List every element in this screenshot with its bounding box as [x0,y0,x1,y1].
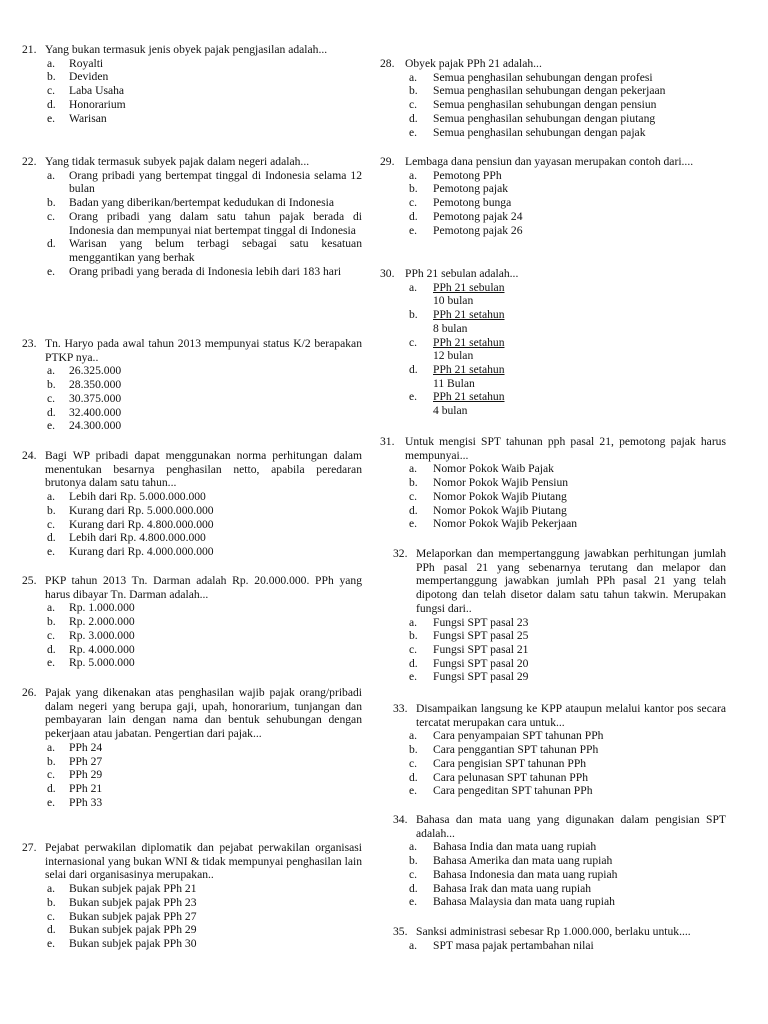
option-letter: a. [47,740,56,754]
option-letter: a. [409,462,418,476]
option-text: Cara pelunasan SPT tahunan PPh [433,770,588,784]
option-letter: e. [409,390,418,404]
option-text: PPh 24 [69,740,103,754]
option-d [0,406,362,420]
question-stem [0,841,362,882]
option-letter: b. [47,70,56,84]
option-d [380,112,726,126]
option-b [380,854,726,868]
option-letter: e. [409,125,418,139]
option-text: Cara penyampaian SPT tahunan PPh [433,729,604,743]
option-d [380,882,726,896]
option-letter: d. [409,362,418,376]
option-letter: e. [47,264,56,278]
option-letter: c. [409,756,418,770]
option-e [0,937,362,951]
option-letter: c. [47,209,56,223]
option-text: Rp. 3.000.000 [69,628,135,642]
option-text: PPh 27 [69,754,103,768]
option-letter: a. [409,938,418,952]
option-c [380,757,726,771]
option-text: Bukan subjek pajak PPh 23 [69,895,197,909]
option-e [380,895,726,909]
option-text: PPh 21 [69,781,103,795]
option-text: Royalti [69,56,104,70]
option-letter: c. [47,517,56,531]
question-stem [380,435,726,462]
question-text: Disampaikan langsung ke KPP ataupun melalui kantor pos secara tercatat merupakan cara untuk... [416,702,726,729]
option-b [0,504,362,518]
option-b [380,308,726,335]
question-text: Yang bukan termasuk jenis obyek pajak pengjasilan adalah... [45,43,328,56]
option-d [380,657,726,671]
option-b [380,182,726,196]
option-letter: e. [409,784,418,798]
question-stem [0,686,362,741]
question-26 [0,686,362,809]
option-letter: e. [409,517,418,531]
option-letter: b. [47,196,56,210]
question-stem [380,547,726,616]
option-letter: c. [409,489,418,503]
option-e [380,126,726,140]
option-a [380,840,726,854]
question-number: 28. [380,57,395,70]
question-number: 25. [22,574,37,587]
option-text: Rp. 5.000.000 [69,656,135,670]
question-stem [380,57,726,71]
option-letter: a. [409,168,418,182]
option-text: Bahasa Indonesia dan mata uang rupiah [433,867,618,881]
option-text: Nomor Pokok Wajib Piutang [433,503,567,517]
option-letter: d. [409,503,418,517]
option-text: Kurang dari Rp. 4.000.000.000 [69,544,214,558]
question-text: Untuk mengisi SPT tahunan pph pasal 21, pemotong pajak harus mempunyai... [405,435,726,462]
question-number: 35. [393,925,408,938]
question-text: Tn. Haryo pada awal tahun 2013 mempunyai status K/2 berapakan PTKP nya.. [45,337,362,364]
question-35 [380,925,726,952]
option-text: Semua penghasilan sehubungan dengan pajak [433,125,646,139]
question-28 [380,57,726,139]
option-text: Deviden [69,70,109,84]
option-text: Warisan [69,111,107,125]
option-text: 26.325.000 [69,364,122,378]
option-letter: e. [409,223,418,237]
option-text: Warisan yang belum terbagi sebagai satu kesatuan menggantikan yang berhak [69,237,362,264]
option-text: Rp. 4.000.000 [69,642,135,656]
option-e [0,112,362,126]
option-text: Lebih dari Rp. 4.800.000.000 [69,531,206,545]
option-text: Bukan subjek pajak PPh 27 [69,909,197,923]
option-text: Pemotong pajak [433,182,509,196]
option-letter: c. [409,867,418,881]
option-c [0,210,362,237]
question-text: Pajak yang dikenakan atas penghasilan wajib pajak orang/pribadi dalam negeri yang berupa gaji, upah, honorarium, tunjangan dan pembayaran lain dengan nama dan bentuk sehubungan dengan pekerjaan atau jabatan. Pengertian dari pajak... [45,686,362,741]
option-text: Bukan subjek pajak PPh 30 [69,936,197,950]
option-d [0,237,362,264]
option-letter: b. [47,895,56,909]
question-stem [380,702,726,729]
option-letter: c. [409,335,418,349]
option-text: Pemotong pajak 26 [433,223,523,237]
question-33 [380,702,726,798]
option-text: Cara penggantian SPT tahunan PPh [433,743,599,757]
option-text: Honorarium [69,97,126,111]
option-letter: a. [409,840,418,854]
option-b [0,378,362,392]
option-letter: c. [47,84,56,98]
question-22 [0,155,362,278]
option-letter: c. [47,768,56,782]
question-number: 30. [380,267,395,280]
question-24 [0,449,362,559]
question-number: 26. [22,686,37,699]
option-text: Kurang dari Rp. 5.000.000.000 [69,503,214,517]
option-text: 30.375.000 [69,391,122,405]
option-text: Laba Usaha [69,84,125,98]
option-text: Bahasa India dan mata uang rupiah [433,840,597,854]
option-letter: e. [47,111,56,125]
question-number: 34. [393,813,408,826]
question-stem [380,813,726,840]
question-23 [0,337,362,433]
option-c [0,768,362,782]
question-text: Bahasa dan mata uang yang digunakan dalam pengisian SPT adalah... [416,813,726,840]
option-b [0,896,362,910]
option-letter: b. [47,615,56,629]
question-21 [0,43,362,125]
question-30 [380,267,726,418]
question-32 [380,547,726,684]
option-a [0,882,362,896]
option-letter: d. [47,642,56,656]
option-text: Rp. 2.000.000 [69,615,135,629]
question-number: 33. [393,702,408,715]
option-letter: a. [47,490,56,504]
option-letter: b. [409,476,418,490]
option-letter: c. [47,909,56,923]
option-letter: c. [409,98,418,112]
option-b [380,743,726,757]
question-stem [380,925,726,939]
question-text: Sanksi administrasi sebesar Rp 1.000.000, berlaku untuk.... [416,925,691,938]
option-text: Rp. 1.000.000 [69,601,135,615]
option-text: Bahasa Irak dan mata uang rupiah [433,881,592,895]
option-letter: c. [47,391,56,405]
question-stem [0,43,362,57]
option-text: Nomor Pokok Wajib Pekerjaan [433,517,578,531]
option-text: Pemotong pajak 24 [433,209,523,223]
option-text: Cara pengeditan SPT tahunan PPh [433,784,593,798]
option-letter: e. [47,795,56,809]
option-text: Bahasa Malaysia dan mata uang rupiah [433,895,615,909]
option-text: Badan yang diberikan/bertempat kedudukan di Indonesia [69,196,334,210]
option-c [380,196,726,210]
question-29 [380,155,726,237]
option-text: Semua penghasilan sehubungan dengan pekerjaan [433,84,666,98]
option-letter: e. [47,419,56,433]
question-text: Yang tidak termasuk subyek pajak dalam negeri adalah... [45,155,310,168]
option-letter: b. [409,743,418,757]
option-d [0,98,362,112]
option-text: Orang pribadi yang bertempat tinggal di Indonesia selama 12 bulan [69,168,362,196]
fraction-numerator: PPh 21 sebulan [433,280,505,294]
fraction-numerator: PPh 21 setahun [433,335,505,349]
option-d [0,531,362,545]
option-a [0,490,362,504]
option-letter: c. [409,642,418,656]
fraction-numerator: PPh 21 setahun [433,308,505,322]
option-letter: d. [409,881,418,895]
option-a [380,169,726,183]
option-a [380,462,726,476]
option-letter: b. [409,182,418,196]
option-c [380,336,726,363]
option-text: Semua penghasilan sehubungan dengan pensiun [433,98,657,112]
question-25 [0,574,362,670]
option-letter: d. [47,97,56,111]
option-letter: d. [47,923,56,937]
question-text: PPh 21 sebulan adalah... [405,267,519,280]
option-letter: a. [409,70,418,84]
option-letter: a. [47,56,56,70]
question-stem [380,155,726,169]
option-e [380,517,726,531]
option-text: PPh 29 [69,768,103,782]
option-letter: d. [409,209,418,223]
question-31 [380,435,726,531]
option-text: Orang pribadi yang dalam satu tahun pajak berada di Indonesia dan mempunyai niat bertempat tinggal di Indonesia [69,209,362,237]
option-c [380,98,726,112]
option-a [380,939,726,953]
option-text: 24.300.000 [69,419,122,433]
option-c [0,392,362,406]
option-letter: e. [409,895,418,909]
option-text: Bahasa Amerika dan mata uang rupiah [433,854,613,868]
option-letter: c. [47,628,56,642]
option-text: Pemotong PPh [433,168,502,182]
option-text: Nomor Pokok Wajib Piutang [433,489,567,503]
question-text: Bagi WP pribadi dapat menggunakan norma perhitungan dalam menentukan besarnya penghasilan netto, apabila peredaran brutonya dalam satu tahun... [45,449,362,490]
option-d [380,504,726,518]
option-b [380,629,726,643]
option-letter: d. [47,781,56,795]
option-b [0,196,362,210]
option-text: SPT masa pajak pertambahan nilai [433,938,594,952]
option-d [0,923,362,937]
option-e [0,796,362,810]
option-letter: d. [409,656,418,670]
option-d [380,771,726,785]
option-letter: c. [409,196,418,210]
option-text: Semua penghasilan sehubungan dengan piutang [433,111,656,125]
question-number: 22. [22,155,37,168]
option-c [0,629,362,643]
option-a [0,601,362,615]
option-c [0,518,362,532]
question-stem [380,267,726,281]
option-a [380,616,726,630]
question-text: Melaporkan dan mempertanggung jawabkan perhitungan jumlah PPh pasal 21 yang sebenarnya terutang dan melapor dan mempertanggung jawabkan jumlah PPh pasal 21 yang telah dipotong dan telah disetor dalam satu tahun takwin. Merupakan fungsi dari.. [416,547,726,615]
option-e [0,419,362,433]
question-number: 23. [22,337,37,350]
question-text: Pejabat perwakilan diplomatik dan pejabat perwakilan organisasi internasional yang bukan WNI & tidak mempunyai penghasilan lain selai dari organisasinya merupakan.. [45,841,362,882]
option-e [0,656,362,670]
option-c [380,868,726,882]
question-stem [0,155,362,169]
option-letter: d. [409,111,418,125]
option-text: Fungsi SPT pasal 21 [433,642,529,656]
option-c [380,643,726,657]
question-stem [0,337,362,364]
question-number: 31. [380,435,395,448]
option-b [0,615,362,629]
option-letter: b. [409,854,418,868]
question-number: 27. [22,841,37,854]
option-letter: d. [47,405,56,419]
option-text: 28.350.000 [69,378,122,392]
option-letter: d. [47,531,56,545]
option-letter: e. [47,656,56,670]
question-number: 32. [393,547,408,560]
option-d [0,643,362,657]
option-a [0,741,362,755]
option-letter: a. [409,280,418,294]
option-text: Orang pribadi yang berada di Indonesia lebih dari 183 hari [69,264,342,278]
question-34 [380,813,726,909]
option-letter: e. [47,936,56,950]
option-letter: b. [409,84,418,98]
option-d [380,363,726,390]
option-text: Bukan subjek pajak PPh 29 [69,923,197,937]
option-letter: b. [47,503,56,517]
option-b [0,755,362,769]
option-e [380,390,726,417]
option-text: Nomor Pokok Wajib Pensiun [433,476,569,490]
option-letter: a. [409,615,418,629]
option-letter: b. [47,754,56,768]
option-text: Nomor Pokok Waib Pajak [433,462,554,476]
option-a [0,57,362,71]
option-a [0,364,362,378]
fraction-denominator: 11 Bulan [433,376,475,390]
option-text: Pemotong bunga [433,196,512,210]
option-text: Bukan subjek pajak PPh 21 [69,882,197,896]
option-c [0,910,362,924]
question-number: 24. [22,449,37,462]
option-e [0,545,362,559]
option-b [0,70,362,84]
question-number: 21. [22,43,37,56]
option-letter: d. [47,237,56,251]
option-letter: b. [409,308,418,322]
option-c [380,490,726,504]
option-d [380,210,726,224]
option-d [0,782,362,796]
option-letter: a. [47,882,56,896]
question-text: Lembaga dana pensiun dan yayasan merupakan contoh dari.... [405,155,694,168]
option-a [380,281,726,308]
option-text: Semua penghasilan sehubungan dengan profesi [433,70,653,84]
option-text: 32.400.000 [69,405,122,419]
option-text: PPh 33 [69,795,103,809]
fraction-numerator: PPh 21 setahun [433,362,505,376]
fraction-denominator: 10 bulan [433,294,474,308]
option-text: Fungsi SPT pasal 23 [433,615,529,629]
option-letter: e. [47,544,56,558]
question-number: 29. [380,155,395,168]
option-text: Fungsi SPT pasal 25 [433,629,529,643]
option-a [380,729,726,743]
fraction-denominator: 4 bulan [433,404,468,418]
option-letter: a. [47,601,56,615]
fraction-numerator: PPh 21 setahun [433,390,505,404]
option-letter: d. [409,770,418,784]
option-text: Lebih dari Rp. 5.000.000.000 [69,490,206,504]
question-stem [0,449,362,490]
option-e [380,670,726,684]
option-text: Fungsi SPT pasal 29 [433,670,529,684]
question-27 [0,841,362,951]
option-letter: a. [47,168,56,182]
fraction-denominator: 8 bulan [433,321,468,335]
fraction-denominator: 12 bulan [433,349,474,363]
option-letter: b. [409,629,418,643]
option-letter: a. [409,729,418,743]
option-b [380,84,726,98]
option-a [0,169,362,196]
question-text: Obyek pajak PPh 21 adalah... [405,57,542,70]
option-e [0,265,362,279]
option-letter: e. [409,670,418,684]
option-letter: b. [47,378,56,392]
option-b [380,476,726,490]
option-c [0,84,362,98]
option-text: Fungsi SPT pasal 20 [433,656,529,670]
option-text: Kurang dari Rp. 4.800.000.000 [69,517,214,531]
option-e [380,224,726,238]
option-a [380,71,726,85]
question-text: PKP tahun 2013 Tn. Darman adalah Rp. 20.000.000. PPh yang harus dibayar Tn. Darman adalah... [45,574,362,601]
option-e [380,784,726,798]
question-stem [0,574,362,601]
option-letter: a. [47,364,56,378]
option-text: Cara pengisian SPT tahunan PPh [433,756,587,770]
